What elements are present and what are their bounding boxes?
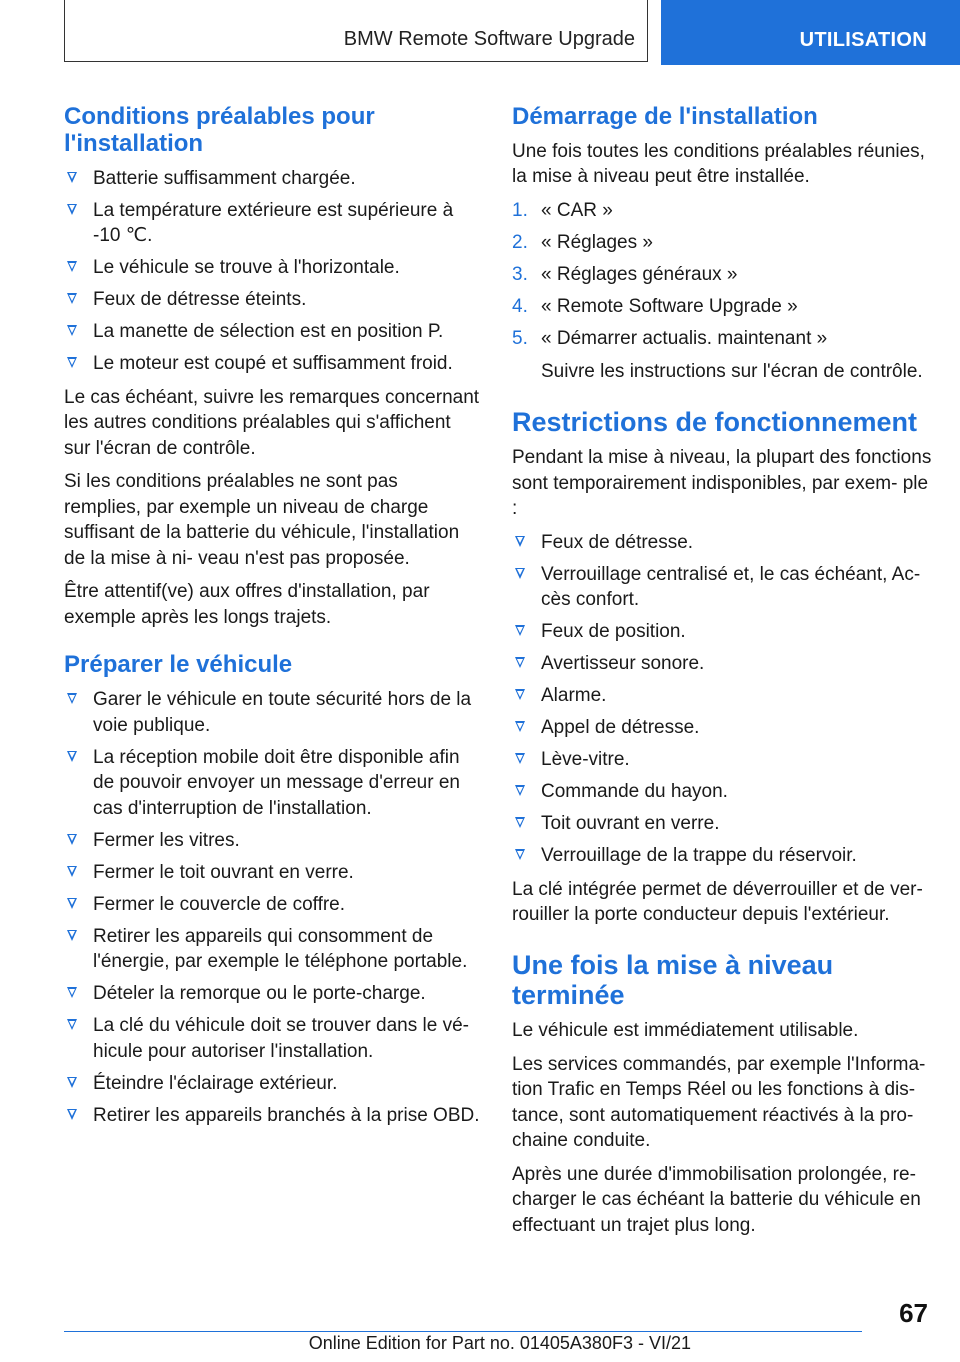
page-number: 67	[899, 1298, 928, 1328]
triangle-bullet-icon	[515, 689, 525, 700]
chapter-tab	[661, 0, 960, 65]
step-item: 4. « Remote Software Upgrade »	[512, 294, 932, 320]
triangle-bullet-icon	[515, 721, 525, 732]
triangle-bullet-icon	[67, 866, 77, 877]
triangle-bullet-icon	[67, 261, 77, 272]
triangle-bullet-icon	[515, 568, 525, 579]
prepare-list	[64, 687, 480, 1128]
triangle-bullet-icon	[67, 1077, 77, 1088]
triangle-bullet-icon	[515, 657, 525, 668]
list-item: Éteindre l'éclairage extérieur.	[64, 1071, 480, 1097]
paragraph: Pendant la mise à niveau, la plupart des fonctions sont temporairement indisponibles, par exem- ple :	[512, 447, 932, 520]
step-number: 4.	[512, 295, 528, 317]
running-header	[64, 0, 648, 62]
list-item: Le moteur est coupé et suffisamment froid.	[64, 351, 480, 377]
list-item: Garer le véhicule en toute sécurité hors de la voie publique.	[64, 687, 480, 738]
list-item: Retirer les appareils qui consomment de l'énergie, par exemple le téléphone portable.	[64, 924, 480, 975]
step-number: 1.	[512, 199, 528, 221]
triangle-bullet-icon	[515, 817, 525, 828]
triangle-bullet-icon	[67, 930, 77, 941]
step-item: 1. « CAR »	[512, 198, 932, 224]
list-item: Commande du hayon.	[512, 779, 932, 805]
section-upgrade-done	[512, 950, 932, 1238]
paragraph: Le véhicule est immédiatement utilisable.	[512, 1020, 859, 1042]
list-item: Fermer le couvercle de coffre.	[64, 892, 480, 918]
triangle-bullet-icon	[515, 849, 525, 860]
paragraph: La clé intégrée permet de déverrouiller et de ver- rouiller la porte conducteur depuis l'extérieur.	[512, 878, 923, 926]
triangle-bullet-icon	[515, 753, 525, 764]
section-start-installation	[512, 104, 932, 385]
list-item: Toit ouvrant en verre.	[512, 811, 932, 837]
paragraph: Si les conditions préalables ne sont pas remplies, par exemple un niveau de charge suffisant de la batterie du véhicule, l'installation de la mise à ni- veau n'est pas proposée.	[64, 471, 460, 569]
list-item: Fermer le toit ouvrant en verre.	[64, 860, 480, 886]
triangle-bullet-icon	[67, 1019, 77, 1030]
list-item: Fermer les vitres.	[64, 828, 480, 854]
triangle-bullet-icon	[67, 987, 77, 998]
triangle-bullet-icon	[515, 625, 525, 636]
list-item: Appel de détresse.	[512, 715, 932, 741]
triangle-bullet-icon	[67, 204, 77, 215]
step-item: 2. « Réglages »	[512, 230, 932, 256]
heading-start-installation: Démarrage de l'installation	[512, 103, 818, 130]
step-number: 5.	[512, 327, 528, 349]
list-item: Batterie suffisamment chargée.	[64, 166, 480, 192]
paragraph: Le cas échéant, suivre les remarques concernant les autres conditions préalables qui s'affichent sur l'écran de contrôle.	[64, 386, 480, 459]
section-conditions	[64, 104, 480, 630]
manual-title: BMW Remote Software Upgrade	[343, 28, 635, 50]
triangle-bullet-icon	[67, 325, 77, 336]
list-item: Alarme.	[512, 683, 932, 709]
list-item: La clé du véhicule doit se trouver dans le vé- hicule pour autoriser l'installation.	[64, 1013, 480, 1064]
list-item: La manette de sélection est en position P.	[64, 319, 480, 345]
list-item: Lève-vitre.	[512, 747, 932, 773]
triangle-bullet-icon	[67, 1109, 77, 1120]
triangle-bullet-icon	[515, 785, 525, 796]
chapter-tab-label: UTILISATION	[799, 29, 927, 51]
step-item: 5. « Démarrer actualis. maintenant »	[512, 326, 932, 352]
step-number: 3.	[512, 263, 528, 285]
paragraph: Les services commandés, par exemple l'Informa- tion Trafic en Temps Réel ou les fonctions à dis- tance, sont automatiquement réactivés à la pro- chaine conduite.	[512, 1053, 926, 1152]
list-item: Feux de position.	[512, 619, 932, 645]
conditions-list	[64, 166, 480, 377]
triangle-bullet-icon	[67, 751, 77, 762]
list-item: Le véhicule se trouve à l'horizontale.	[64, 255, 480, 281]
heading-restrictions: Restrictions de fonctionnement	[512, 406, 918, 437]
list-item: La température extérieure est supérieure à -10 ℃.	[64, 198, 480, 249]
steps-list	[512, 198, 932, 352]
heading-upgrade-done: Une fois la mise à niveau terminée	[512, 949, 834, 1010]
paragraph: Être attentif(ve) aux offres d'installation, par exemple après les longs trajets.	[64, 581, 430, 628]
list-item: Verrouillage centralisé et, le cas échéant, Ac- cès confort.	[512, 562, 932, 613]
list-item: Feux de détresse.	[512, 530, 932, 556]
paragraph: Après une durée d'immobilisation prolongée, re- charger le cas échéant la batterie du véhicule en effectuant un trajet plus long.	[512, 1163, 921, 1236]
heading-conditions: Conditions préalables pour l'installation	[64, 103, 375, 157]
section-restrictions	[512, 407, 932, 928]
edition-note: Online Edition for Part no. 01405A380F3 - VI/21	[308, 1333, 691, 1353]
triangle-bullet-icon	[67, 898, 77, 909]
left-column	[64, 104, 480, 1136]
footer-divider	[64, 1331, 862, 1332]
step-number: 2.	[512, 231, 528, 253]
paragraph: Une fois toutes les conditions préalables réunies, la mise à niveau peut être installée.	[512, 140, 925, 188]
triangle-bullet-icon	[67, 834, 77, 845]
list-item: Retirer les appareils branchés à la prise OBD.	[64, 1103, 480, 1129]
list-item: Feux de détresse éteints.	[64, 287, 480, 313]
list-item: Dételer la remorque ou le porte-charge.	[64, 981, 480, 1007]
step-item: 3. « Réglages généraux »	[512, 262, 932, 288]
restrictions-list	[512, 530, 932, 869]
triangle-bullet-icon	[67, 172, 77, 183]
triangle-bullet-icon	[67, 293, 77, 304]
heading-prepare: Préparer le véhicule	[64, 651, 293, 679]
right-column	[512, 104, 932, 1246]
section-prepare	[64, 652, 480, 1128]
list-item: La réception mobile doit être disponible afin de pouvoir envoyer un message d'erreur en cas d'interruption de l'installation.	[64, 745, 480, 822]
list-item: Verrouillage de la trappe du réservoir.	[512, 843, 932, 869]
triangle-bullet-icon	[67, 357, 77, 368]
triangle-bullet-icon	[67, 693, 77, 704]
triangle-bullet-icon	[515, 536, 525, 547]
list-item: Avertisseur sonore.	[512, 651, 932, 677]
step-instruction: Suivre les instructions sur l'écran de contrôle.	[541, 361, 923, 383]
